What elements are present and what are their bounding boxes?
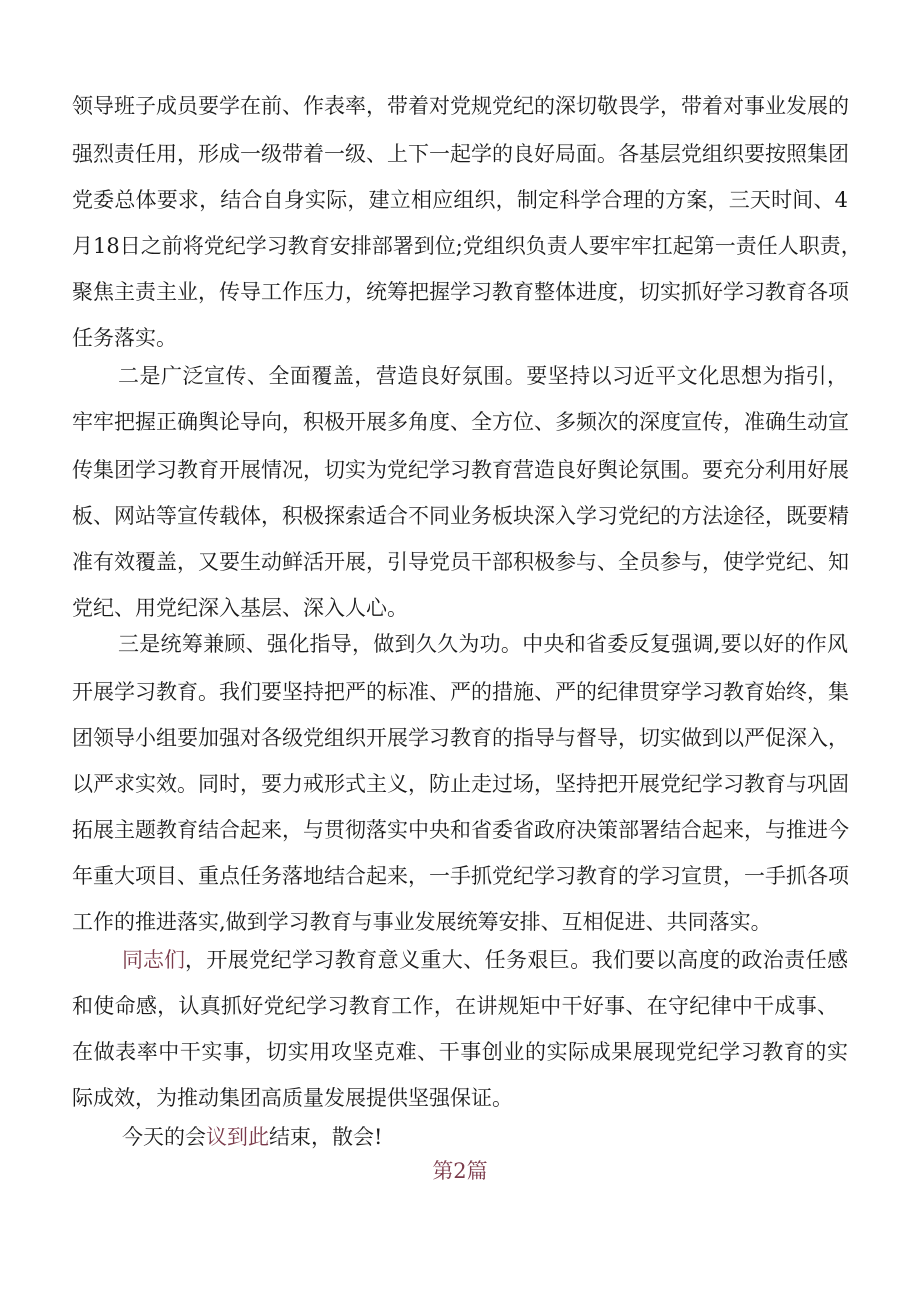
paragraph-3-line-2: 开展学习教育。我们要坚持把严的标准、严的措施、严的纪律贯穿学习教育始终，集 <box>72 680 849 704</box>
paragraph-5-line-1: 今天的会 议到此 结束，散会! <box>122 1125 383 1149</box>
paragraph-3-line-5: 拓展主题教育结合起来，与贯彻落实中央和省委省政府决策部署结合起来，与推进今 <box>72 818 849 842</box>
paragraph-2-line-3: 传集团学习教育开展情况，切实为党纪学习教育营造良好舆论氛围。要充分利用好展 <box>72 458 849 482</box>
paragraph-3-line-4: 以严求实效。同时，要力戒形式主义，防止走过场，坚持把开展党纪学习教育与巩固 <box>72 772 849 796</box>
paragraph-1-line-5: 聚焦主责主业，传导工作压力，统筹把握学习教育整体进度，切实抓好学习教育各项 <box>72 280 849 304</box>
section-title: 第2篇 <box>432 1159 488 1183</box>
paragraph-1-line-4: 月18日之前将党纪学习教育安排部署到位;党组织负责人要牢牢扛起第一责任人职责， <box>72 234 862 258</box>
paragraph-3-line-1: 三是统筹兼顾、强化指导，做到久久为功。中央和省委反复强调,要以好的作风 <box>118 632 848 656</box>
paragraph-4-line-1: 同志们 ，开展党纪学习教育意义重大、任务艰巨。我们要以高度的政治责任感 <box>0 940 920 980</box>
paragraph-2-line-4: 板、网站等宣传载体，积极探索适合不同业务板块深入学习党纪的方法途径，既要精 <box>72 504 849 528</box>
paragraph-2-line-6: 党纪、用党纪深入基层、深入人心。 <box>72 596 408 620</box>
paragraph-1-line-3: 党委总体要求，结合自身实际，建立相应组织，制定科学合理的方案，三天时间、4 <box>72 188 848 212</box>
paragraph-3-line-3: 团领导小组要加强对各级党组织开展学习教育的指导与督导，切实做到以严促深入， <box>72 726 849 750</box>
paragraph-4-line-3: 在做表率中干实事，切实用攻坚克难、干事创业的实际成果展现党纪学习教育的实 <box>72 1040 848 1064</box>
paragraph-1-line-2: 强烈责任用，形成一级带着一级、上下一起学的良好局面。各基层党组织要按照集团 <box>72 142 849 166</box>
paragraph-2-line-5: 准有效覆盖，又要生动鲜活开展，引导党员干部积极参与、全员参与，使学党纪、知 <box>72 550 849 574</box>
paragraph-4-line-2: 和使命感，认真抓好党纪学习教育工作，在讲规矩中干好事、在守纪律中干成事、 <box>72 994 838 1018</box>
paragraph-1-line-6: 任务落实。 <box>72 326 177 350</box>
paragraph-4-lead: 同志们 <box>122 948 185 972</box>
paragraph-1-line-1: 领导班子成员要学在前、作表率，带着对党规党纪的深切敬畏学，带着对事业发展的 <box>72 94 849 118</box>
paragraph-3-line-6: 年重大项目、重点任务落地结合起来，一手抓党纪学习教育的学习宣贯，一手抓各项 <box>72 864 849 888</box>
paragraph-2-line-1: 二是广泛宣传、全面覆盖，营造良好氛围。要坚持以习近平文化思想为指引， <box>118 364 848 388</box>
paragraph-3-line-7: 工作的推进落实,做到学习教育与事业发展统筹安排、互相促进、共同落实。 <box>72 910 772 934</box>
paragraph-2-line-2: 牢牢把握正确舆论导向，积极开展多角度、全方位、多频次的深度宣传，准确生动宣 <box>72 410 849 434</box>
paragraph-4-line-4: 际成效，为推动集团高质量发展提供坚强保证。 <box>72 1086 513 1110</box>
